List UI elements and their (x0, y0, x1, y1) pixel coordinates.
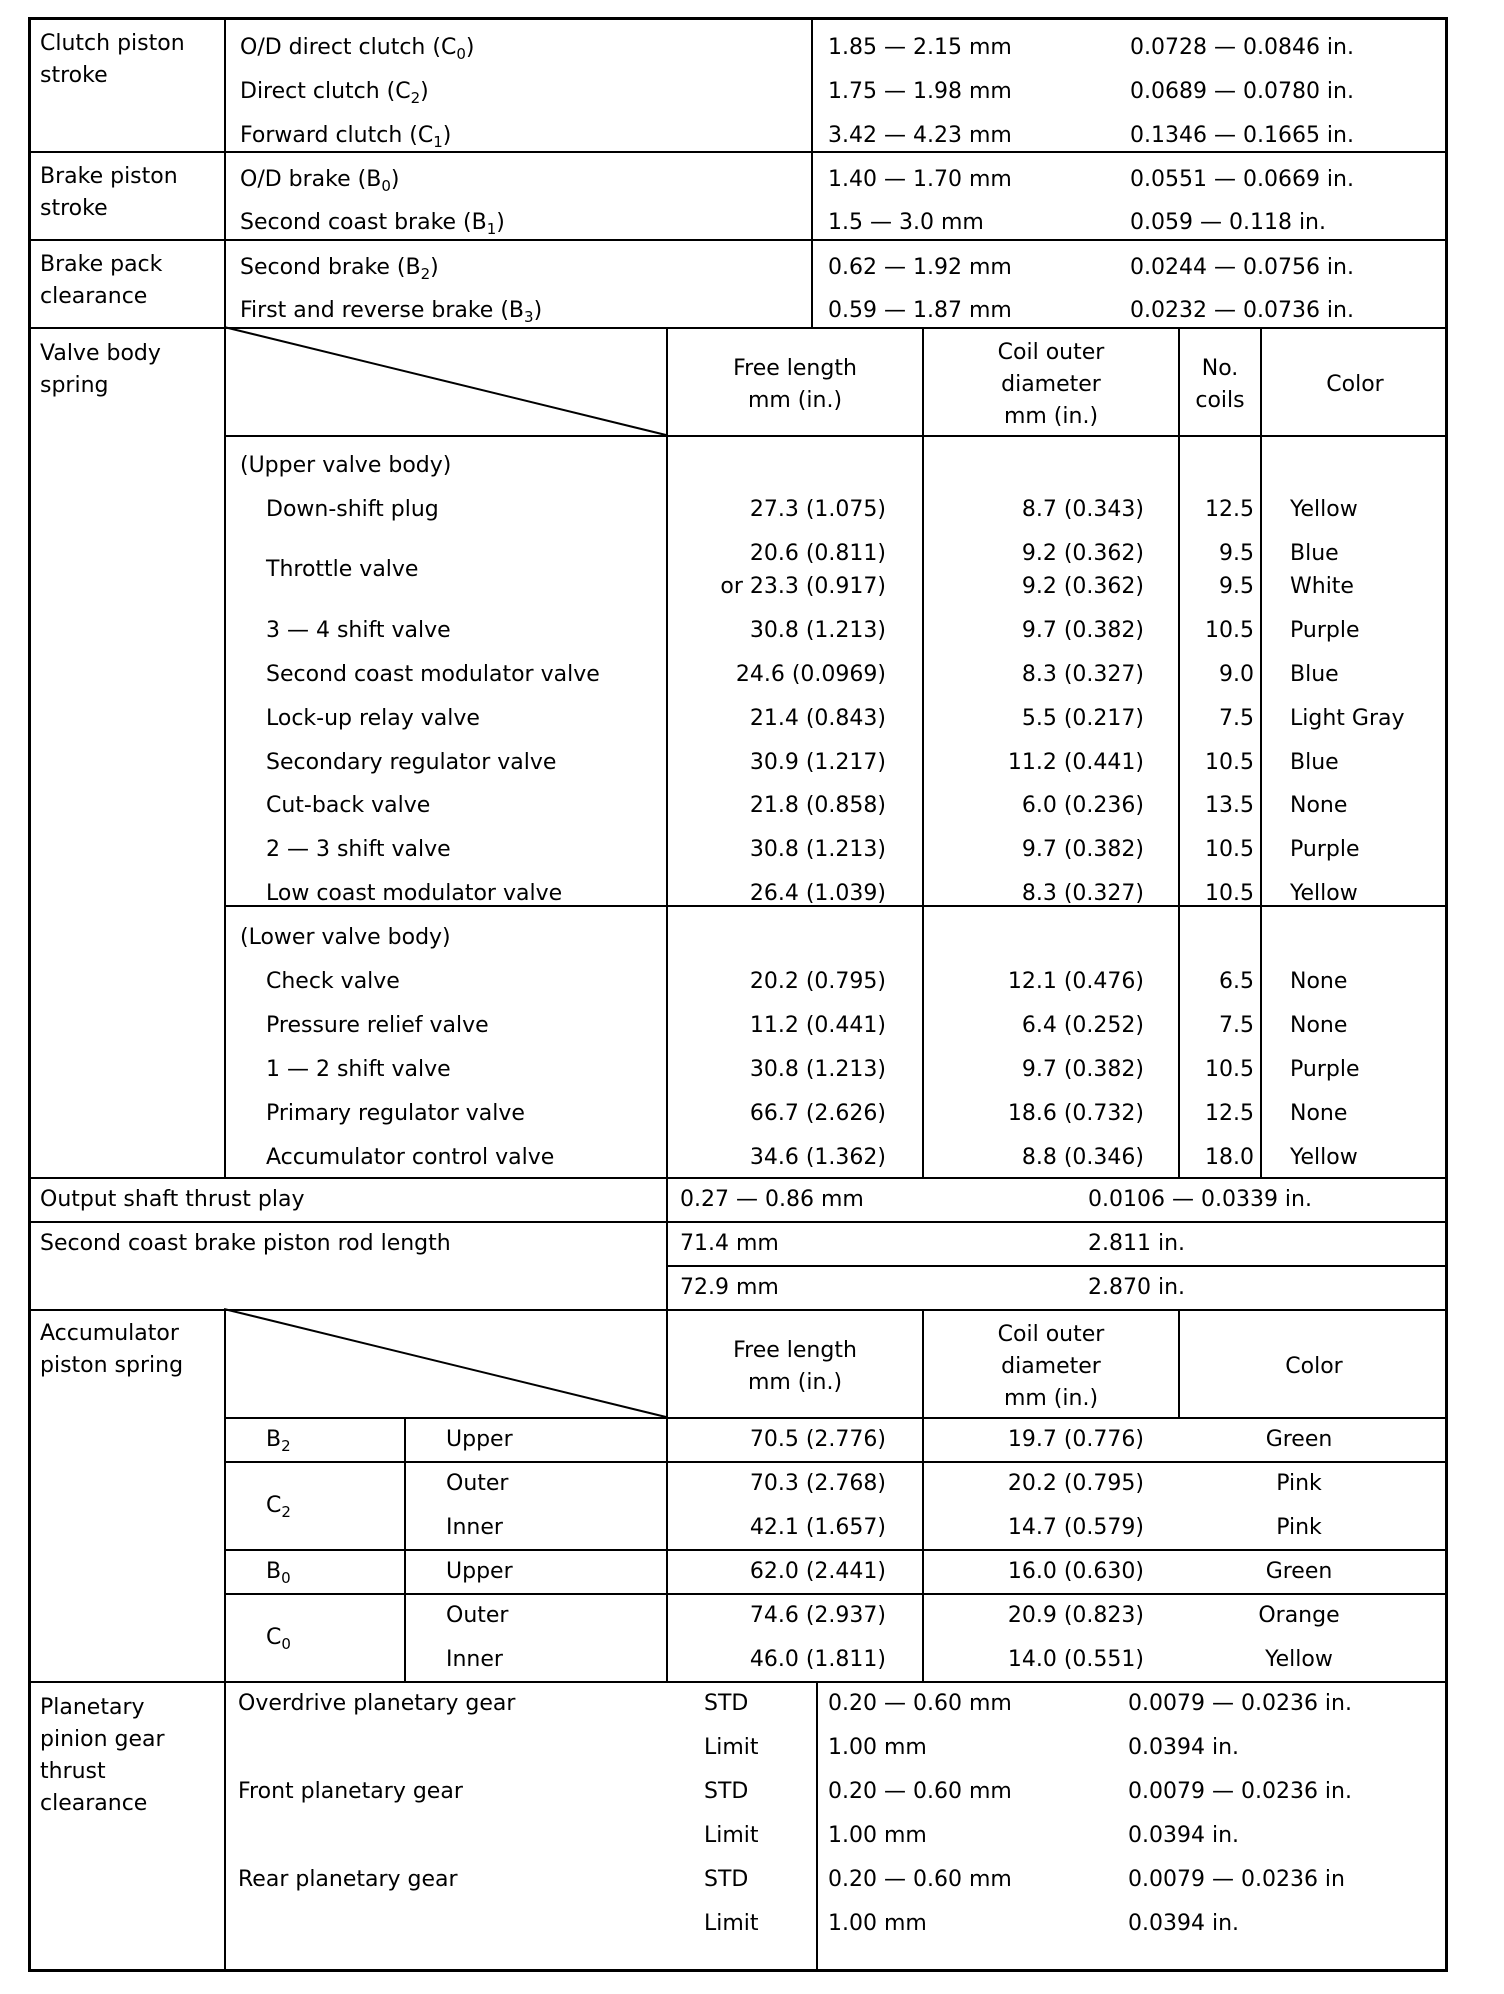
spring-free-length: 27.3 (1.075) (749, 497, 886, 522)
spring-color: Purple (1290, 618, 1360, 643)
acc-free-length: 62.0 (2.441) (749, 1559, 886, 1584)
vs-header-coils-2: coils (1195, 388, 1245, 413)
vs-header-color: Color (1326, 372, 1384, 397)
gear-limit-in: 0.0394 in. (1128, 1911, 1240, 1936)
spring-coil-od: 6.4 (0.252) (1021, 1013, 1144, 1038)
acc-header-free-2: mm (in.) (747, 1370, 843, 1395)
spring-coil-od: 8.3 (0.327) (1021, 662, 1144, 687)
spring-coil-od-alt: 9.2 (0.362) (1021, 574, 1144, 599)
spring-free-length: 20.6 (0.811) (749, 541, 886, 566)
col-divider (224, 17, 226, 1177)
spring-free-length: 11.2 (0.441) (749, 1013, 886, 1038)
acc-color: Green (1265, 1559, 1333, 1584)
spring-name: Low coast modulator valve (266, 881, 563, 906)
gear-std-mm: 0.20 — 0.60 mm (828, 1779, 1012, 1804)
acc-free-length: 46.0 (1.811) (749, 1647, 886, 1672)
acc-color: Pink (1276, 1515, 1322, 1540)
acc-position: Inner (446, 1647, 503, 1672)
col-divider (666, 1177, 668, 1309)
gear-std-label: STD (704, 1867, 749, 1892)
gear-limit-label: Limit (704, 1823, 759, 1848)
spring-name: Lock-up relay valve (266, 706, 480, 731)
coast-rod-mm-2: 72.9 mm (680, 1275, 779, 1300)
row-divider (28, 151, 1448, 153)
brake-stroke-row-in: 0.0551 — 0.0669 in. (1130, 167, 1354, 192)
spring-color: Blue (1290, 662, 1339, 687)
brake-stroke-row-in: 0.059 — 0.118 in. (1130, 210, 1326, 235)
gear-limit-mm: 1.00 mm (828, 1735, 927, 1760)
spring-name: 3 — 4 shift valve (266, 618, 451, 643)
row-divider (224, 435, 1448, 437)
gear-limit-in: 0.0394 in. (1128, 1823, 1240, 1848)
acc-coil-od: 19.7 (0.776) (1007, 1427, 1144, 1452)
brake-stroke-row-mm: 1.40 — 1.70 mm (828, 167, 1012, 192)
brake-stroke-row-name: O/D brake $(B_0)$ (240, 167, 400, 195)
clutch-row-mm: 1.75 — 1.98 mm (828, 79, 1012, 104)
brake-pack-label-1: Brake pack (40, 252, 163, 277)
spring-color: Yellow (1290, 881, 1358, 906)
spring-coil-od: 11.2 (0.441) (1007, 750, 1144, 775)
gear-std-in: 0.0079 — 0.0236 in. (1128, 1779, 1352, 1804)
vs-header-od-1: Coil outer (997, 340, 1105, 365)
gear-name: Front planetary gear (238, 1779, 463, 1804)
planetary-label-2: pinion gear (40, 1727, 165, 1752)
clutch-row-in: 0.0689 — 0.0780 in. (1130, 79, 1354, 104)
gear-limit-label: Limit (704, 1735, 759, 1760)
acc-color: Orange (1258, 1603, 1340, 1628)
spring-color: None (1290, 969, 1348, 994)
acc-group-label: $C_2$ (266, 1493, 291, 1521)
acc-group-label: $B_2$ (266, 1427, 291, 1455)
acc-coil-od: 20.9 (0.823) (1007, 1603, 1144, 1628)
vs-header-free-2: mm (in.) (747, 388, 843, 413)
accumulator-label-2: piston spring (40, 1353, 184, 1378)
brake-pack-row-mm: 0.62 — 1.92 mm (828, 255, 1012, 280)
brake-stroke-label-2: stroke (40, 196, 108, 221)
row-divider (224, 1593, 1448, 1595)
spring-coil-od: 9.2 (0.362) (1021, 541, 1144, 566)
brake-stroke-row-mm: 1.5 — 3.0 mm (828, 210, 984, 235)
gear-name: Overdrive planetary gear (238, 1691, 516, 1716)
valve-spring-label-1: Valve body (40, 341, 161, 366)
spring-free-length: 24.6 (0.0969) (735, 662, 886, 687)
vs-header-od-2: diameter (1001, 372, 1101, 397)
spring-name: Down-shift plug (266, 497, 439, 522)
spring-free-length: 20.2 (0.795) (749, 969, 886, 994)
spring-coils-alt: 9.5 (1219, 574, 1254, 599)
brake-stroke-row-name: Second coast brake $(B_1)$ (240, 210, 505, 238)
spring-color: Yellow (1290, 497, 1358, 522)
spring-coils: 12.5 (1205, 1101, 1254, 1126)
acc-color: Yellow (1265, 1647, 1333, 1672)
clutch-row-name: Direct clutch $(C_2)$ (240, 79, 429, 107)
vs-header-coils-1: No. (1201, 356, 1239, 381)
clutch-row-in: 0.1346 — 0.1665 in. (1130, 123, 1354, 148)
gear-limit-label: Limit (704, 1911, 759, 1936)
acc-group-label: $B_0$ (266, 1559, 291, 1587)
col-divider (224, 1681, 226, 1972)
spring-color: Blue (1290, 750, 1339, 775)
spring-name: Throttle valve (266, 557, 419, 582)
spring-coils: 10.5 (1205, 837, 1254, 862)
spring-color-alt: White (1290, 574, 1354, 599)
spring-free-length: 30.8 (1.213) (749, 618, 886, 643)
spring-name: Pressure relief valve (266, 1013, 489, 1038)
spring-free-length: 26.4 (1.039) (749, 881, 886, 906)
spring-free-length: 34.6 (1.362) (749, 1145, 886, 1170)
spring-color: Purple (1290, 837, 1360, 862)
spring-color: None (1290, 1013, 1348, 1038)
row-divider (224, 1417, 1448, 1419)
spring-coils: 12.5 (1205, 497, 1254, 522)
planetary-label-3: thrust (40, 1759, 106, 1784)
spring-coil-od: 18.6 (0.732) (1007, 1101, 1144, 1126)
spring-free-length: 30.9 (1.217) (749, 750, 886, 775)
coast-rod-label: Second coast brake piston rod length (40, 1231, 451, 1256)
brake-pack-row-name: Second brake $(B_2)$ (240, 255, 439, 283)
row-divider (666, 1265, 1448, 1267)
spring-coil-od: 5.5 (0.217) (1021, 706, 1144, 731)
acc-position: Outer (446, 1603, 509, 1628)
coast-rod-in-1: 2.811 in. (1088, 1231, 1186, 1256)
row-divider (224, 1461, 1448, 1463)
acc-free-length: 42.1 (1.657) (749, 1515, 886, 1540)
row-divider (224, 1549, 1448, 1551)
brake-pack-label-2: clearance (40, 284, 148, 309)
spring-coils: 9.0 (1219, 662, 1254, 687)
acc-coil-od: 16.0 (0.630) (1007, 1559, 1144, 1584)
spring-name: Secondary regulator valve (266, 750, 557, 775)
row-divider (28, 1681, 1448, 1683)
gear-std-mm: 0.20 — 0.60 mm (828, 1691, 1012, 1716)
spring-coils: 9.5 (1219, 541, 1254, 566)
acc-header-od-3: mm (in.) (1003, 1386, 1099, 1411)
spring-coil-od: 6.0 (0.236) (1021, 793, 1144, 818)
spring-color: Light Gray (1290, 706, 1405, 731)
spring-coils: 10.5 (1205, 1057, 1254, 1082)
gear-limit-mm: 1.00 mm (828, 1911, 927, 1936)
planetary-label-4: clearance (40, 1791, 148, 1816)
planetary-label-1: Planetary (40, 1695, 145, 1720)
valve-spring-label-2: spring (40, 373, 109, 398)
spring-color: Purple (1290, 1057, 1360, 1082)
acc-group-label: $C_0$ (266, 1625, 291, 1653)
spring-coils: 10.5 (1205, 618, 1254, 643)
acc-free-length: 70.5 (2.776) (749, 1427, 886, 1452)
acc-position: Upper (446, 1559, 513, 1584)
vs-header-od-3: mm (in.) (1003, 404, 1099, 429)
spring-coil-od: 8.3 (0.327) (1021, 881, 1144, 906)
col-divider (1260, 327, 1262, 1177)
spring-color: None (1290, 1101, 1348, 1126)
col-divider (816, 1681, 818, 1972)
clutch-label-2: stroke (40, 63, 108, 88)
output-shaft-in: 0.0106 — 0.0339 in. (1088, 1187, 1312, 1212)
spring-free-length: 30.8 (1.213) (749, 837, 886, 862)
spring-name: 2 — 3 shift valve (266, 837, 451, 862)
acc-position: Outer (446, 1471, 509, 1496)
coast-rod-mm-1: 71.4 mm (680, 1231, 779, 1256)
brake-pack-row-mm: 0.59 — 1.87 mm (828, 298, 1012, 323)
acc-coil-od: 14.0 (0.551) (1007, 1647, 1144, 1672)
clutch-row-name: O/D direct clutch $(C_0)$ (240, 35, 475, 63)
spring-coil-od: 12.1 (0.476) (1007, 969, 1144, 994)
spring-coil-od: 9.7 (0.382) (1021, 1057, 1144, 1082)
spring-name: Check valve (266, 969, 400, 994)
clutch-row-in: 0.0728 — 0.0846 in. (1130, 35, 1354, 60)
acc-color: Pink (1276, 1471, 1322, 1496)
brake-pack-row-name: First and reverse brake $(B_3)$ (240, 298, 543, 326)
accumulator-label-1: Accumulator (40, 1321, 179, 1346)
spring-color: Blue (1290, 541, 1339, 566)
spring-coils: 10.5 (1205, 750, 1254, 775)
spring-name: Second coast modulator valve (266, 662, 600, 687)
brake-pack-row-in: 0.0232 — 0.0736 in. (1130, 298, 1354, 323)
clutch-label-1: Clutch piston (40, 31, 185, 56)
gear-std-in: 0.0079 — 0.0236 in. (1128, 1691, 1352, 1716)
spring-color: Yellow (1290, 1145, 1358, 1170)
spring-free-length: 21.8 (0.858) (749, 793, 886, 818)
spring-coil-od: 9.7 (0.382) (1021, 618, 1144, 643)
acc-coil-od: 20.2 (0.795) (1007, 1471, 1144, 1496)
spring-coils: 6.5 (1219, 969, 1254, 994)
spring-name: Cut-back valve (266, 793, 431, 818)
brake-stroke-label-1: Brake piston (40, 164, 178, 189)
gear-std-label: STD (704, 1779, 749, 1804)
spring-color: None (1290, 793, 1348, 818)
col-divider (811, 17, 813, 327)
spring-coils: 7.5 (1219, 706, 1254, 731)
spring-name: Primary regulator valve (266, 1101, 525, 1126)
brake-pack-row-in: 0.0244 — 0.0756 in. (1130, 255, 1354, 280)
gear-std-mm: 0.20 — 0.60 mm (828, 1867, 1012, 1892)
gear-std-label: STD (704, 1691, 749, 1716)
gear-limit-in: 0.0394 in. (1128, 1735, 1240, 1760)
gear-std-in: 0.0079 — 0.0236 in (1128, 1867, 1345, 1892)
header-diagonal (224, 1309, 666, 1417)
spec-table (28, 17, 1448, 1972)
spring-coil-od: 8.7 (0.343) (1021, 497, 1144, 522)
acc-header-od-1: Coil outer (997, 1322, 1105, 1347)
spring-free-length: 66.7 (2.626) (749, 1101, 886, 1126)
spring-name: 1 — 2 shift valve (266, 1057, 451, 1082)
acc-color: Green (1265, 1427, 1333, 1452)
clutch-row-mm: 1.85 — 2.15 mm (828, 35, 1012, 60)
spring-coil-od: 9.7 (0.382) (1021, 837, 1144, 862)
output-shaft-mm: 0.27 — 0.86 mm (680, 1187, 864, 1212)
acc-header-od-2: diameter (1001, 1354, 1101, 1379)
upper-valve-body-title: (Upper valve body) (240, 453, 452, 478)
vs-header-free-1: Free length (733, 356, 857, 381)
spring-free-length: 21.4 (0.843) (749, 706, 886, 731)
acc-free-length: 74.6 (2.937) (749, 1603, 886, 1628)
spring-coils: 13.5 (1205, 793, 1254, 818)
coast-rod-in-2: 2.870 in. (1088, 1275, 1186, 1300)
clutch-row-name: Forward clutch $(C_1)$ (240, 123, 452, 151)
header-diagonal (224, 327, 666, 435)
gear-name: Rear planetary gear (238, 1867, 458, 1892)
spring-free-length-alt: or 23.3 (0.917) (720, 574, 886, 599)
spring-coil-od: 8.8 (0.346) (1021, 1145, 1144, 1170)
output-shaft-label: Output shaft thrust play (40, 1187, 305, 1212)
row-divider (28, 1221, 1448, 1223)
acc-coil-od: 14.7 (0.579) (1007, 1515, 1144, 1540)
lower-valve-body-title: (Lower valve body) (240, 925, 451, 950)
spring-coils: 10.5 (1205, 881, 1254, 906)
spring-coils: 7.5 (1219, 1013, 1254, 1038)
row-divider (28, 239, 1448, 241)
spring-coils: 18.0 (1205, 1145, 1254, 1170)
acc-position: Inner (446, 1515, 503, 1540)
acc-header-color: Color (1285, 1354, 1343, 1379)
gear-limit-mm: 1.00 mm (828, 1823, 927, 1848)
acc-free-length: 70.3 (2.768) (749, 1471, 886, 1496)
acc-position: Upper (446, 1427, 513, 1452)
spring-name: Accumulator control valve (266, 1145, 555, 1170)
spring-free-length: 30.8 (1.213) (749, 1057, 886, 1082)
acc-header-free-1: Free length (733, 1338, 857, 1363)
clutch-row-mm: 3.42 — 4.23 mm (828, 123, 1012, 148)
row-divider (28, 1177, 1448, 1179)
